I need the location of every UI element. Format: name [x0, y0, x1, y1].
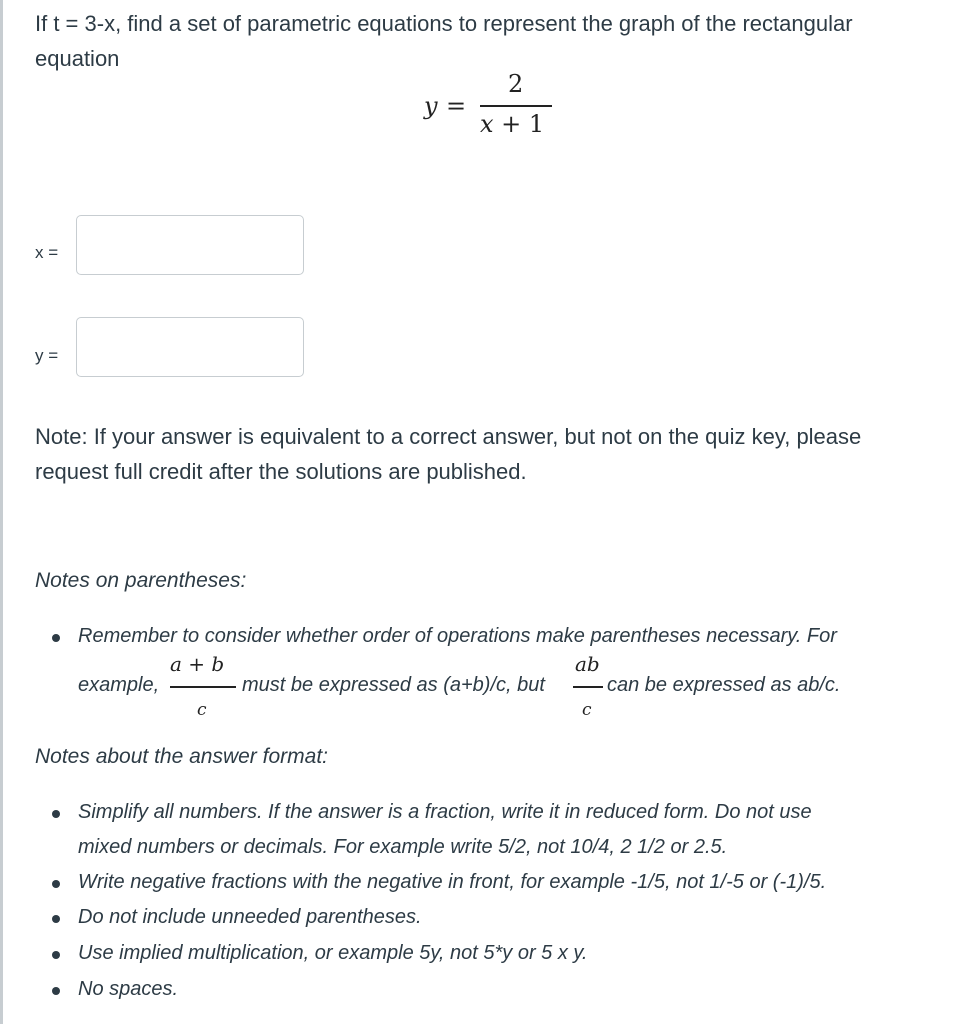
- example-prefix: example,: [78, 674, 160, 696]
- equation-lhs: y: [424, 92, 438, 120]
- bullet-icon: [52, 634, 60, 642]
- fraction-bar: [573, 686, 603, 688]
- fraction-denominator: c: [582, 700, 592, 720]
- bullet-icon: [52, 915, 60, 923]
- parentheses-note-line1: Remember to consider whether order of operations make parentheses necessary. For: [78, 625, 837, 647]
- fraction-bar: [480, 105, 552, 107]
- fraction-numerator: a + b: [170, 652, 225, 676]
- fraction-denominator: c: [197, 700, 207, 720]
- equation-numerator: 2: [508, 70, 524, 98]
- left-border: [0, 0, 3, 1024]
- format-note-text: No spaces.: [78, 978, 179, 1000]
- parentheses-notes-heading: Notes on parentheses:: [35, 569, 247, 592]
- bullet-icon: [52, 810, 60, 818]
- example-middle: must be expressed as (a+b)/c, but: [242, 674, 545, 696]
- question-prompt: If t = 3-x, find a set of parametric equations to represent the graph of the rectangular equation: [35, 11, 853, 71]
- format-note-text: Use implied multiplication, or example 5y, not 5*y or 5 x y.: [78, 942, 588, 964]
- x-answer-label: x =: [35, 243, 59, 262]
- format-note-text: Simplify all numbers. If the answer is a fraction, write it in reduced form. Do not use: [78, 801, 812, 823]
- denominator-constant: + 1: [493, 110, 545, 138]
- y-answer-label: y =: [35, 346, 59, 365]
- fraction-bar: [170, 686, 236, 688]
- equivalence-note: Note: If your answer is equivalent to a correct answer, but not on the quiz key, please request full credit after the solutions are published.: [35, 424, 862, 484]
- equation-denominator: [480, 110, 544, 138]
- format-note-continuation: mixed numbers or decimals. For example write 5/2, not 10/4, 2 1/2 or 2.5.: [78, 836, 728, 858]
- x-answer-input[interactable]: [76, 215, 304, 275]
- denominator-variable: x: [480, 110, 494, 138]
- example-suffix: can be expressed as ab/c.: [607, 674, 841, 696]
- format-note-text: Write negative fractions with the negative in front, for example -1/5, not 1/-5 or (-1)/5.: [78, 871, 827, 893]
- bullet-icon: [52, 951, 60, 959]
- bullet-icon: [52, 987, 60, 995]
- format-notes-heading: Notes about the answer format:: [35, 745, 328, 768]
- bullet-icon: [52, 880, 60, 888]
- y-answer-input[interactable]: [76, 317, 304, 377]
- equation-equals: =: [446, 92, 467, 120]
- fraction-numerator: ab: [575, 652, 600, 676]
- format-note-text: Do not include unneeded parentheses.: [78, 906, 422, 928]
